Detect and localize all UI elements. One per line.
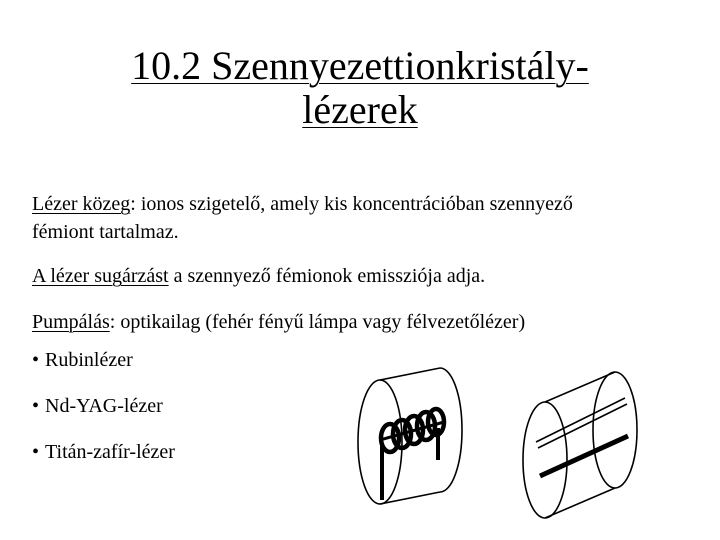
title-line-2: lézerek [302,87,418,132]
paragraph-laser-emission [32,262,485,290]
list-item [32,438,175,484]
term-laser-emission: A lézer sugárzást [32,265,169,287]
bullet-icon: • [32,441,40,463]
list-item [32,346,175,392]
list-item-label: Nd-YAG-lézer [45,395,163,417]
helical-flashlamp-rod-icon [358,368,462,504]
list-item-label: Rubinlézer [45,349,133,371]
pumping-text: : optikailag (fehér fényű lámpa vagy félvezetőlézer) [109,311,526,333]
laser-schematic-figure [340,350,680,520]
slide-title [60,44,660,132]
laser-medium-text: : ionos szigetelő, amely kis koncentrációban szennyező [130,193,573,215]
bullet-icon: • [32,349,40,371]
laser-emission-text: a szennyező fémionok emissziója adja. [168,265,486,287]
title-line-1: 10.2 Szennyezettionkristály- [131,43,589,88]
bullet-icon: • [32,395,40,417]
term-laser-medium: Lézer közeg [32,193,131,215]
list-item-label: Titán-zafír-lézer [45,441,175,463]
list-item [32,392,175,438]
term-pumping: Pumpálás [32,311,110,333]
laser-types-list [32,346,175,484]
paragraph-laser-medium [32,190,573,246]
laser-medium-text-line2: fémiont tartalmaz. [32,221,179,243]
linear-lamp-rod-cylinder-icon [523,372,637,518]
paragraph-pumping [32,308,525,336]
